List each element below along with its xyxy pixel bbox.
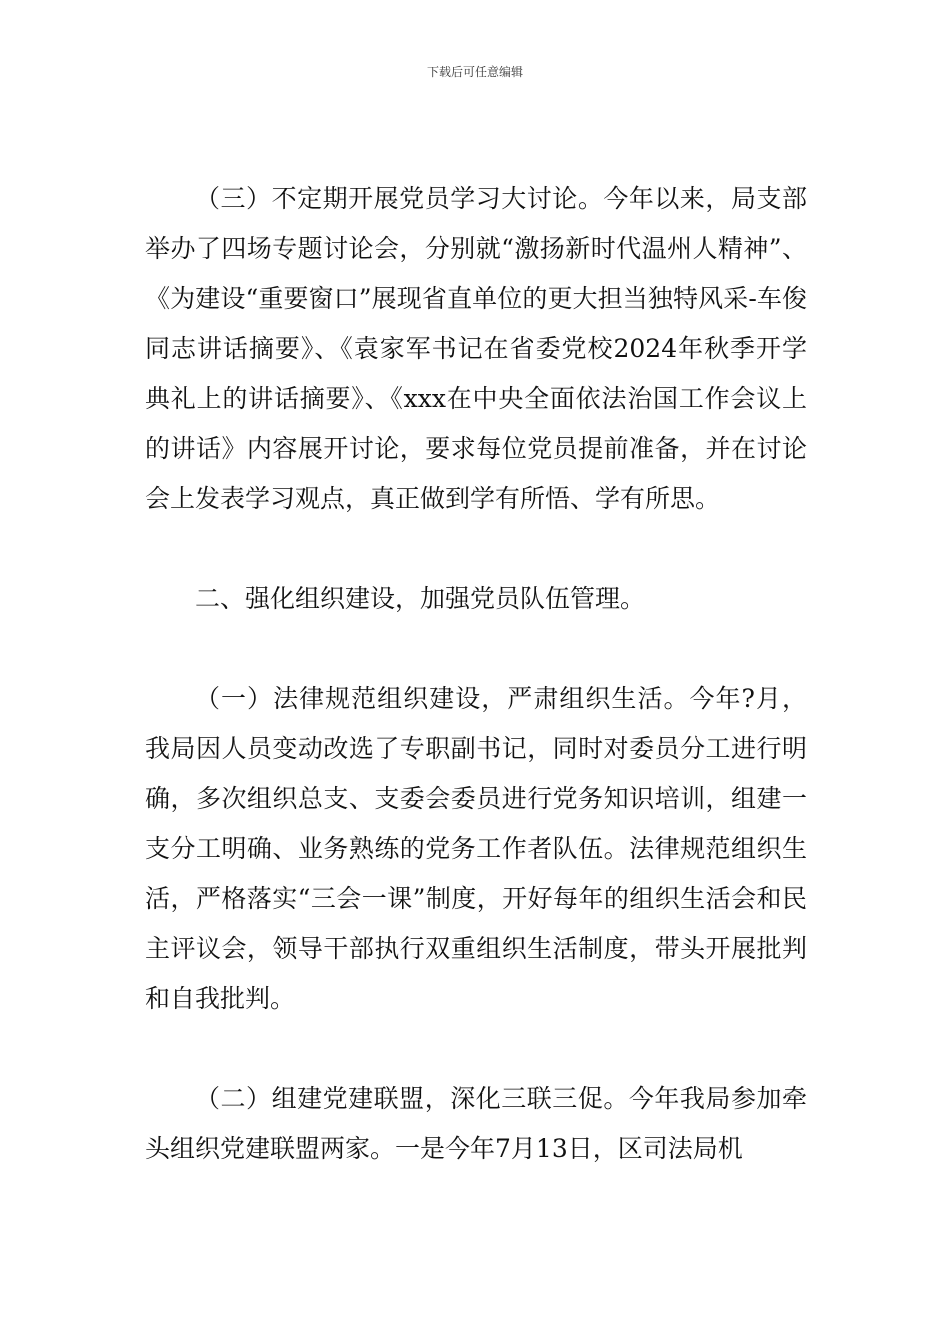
paragraph-organization-building: （一）法律规范组织建设，严肃组织生活。今年?月，我局因人员变动改选了专职副书记，同时对委员分工进行明确，多次组织总支、支委会委员进行党务知识培训，组建一支分工明确、业务熟练的党务工作者队伍。法律规范组织生活，严格落实“三会一课”制度，开好每年的组织生活会和民主评议会，领导干部执行双重组织生活制度，带头开展批判和自我批判。	[145, 684, 807, 1013]
document-body	[145, 174, 807, 1174]
paragraph-study-discussion: （三）不定期开展党员学习大讨论。今年以来，局支部举办了四场专题讨论会，分别就“激扬新时代温州人精神”、《为建设“重要窗口”展现省直单位的更大担当独特风采-车俊同志讲话摘要》、《袁家军书记在省委党校2024年秋季开学典礼上的讲话摘要》、《xxx在中央全面依法治国工作会议上的讲话》内容展开讨论，要求每位党员提前准备，并在讨论会上发表学习观点，真正做到学有所悟、学有所思。	[145, 184, 807, 513]
paragraph-party-alliance: （二）组建党建联盟，深化三联三促。今年我局参加牵头组织党建联盟两家。一是今年7月13日，区司法局机	[145, 1084, 807, 1163]
page-header: 下载后可任意编辑	[426, 65, 523, 79]
section-heading-organization: 二、强化组织建设，加强党员队伍管理。	[195, 584, 646, 613]
